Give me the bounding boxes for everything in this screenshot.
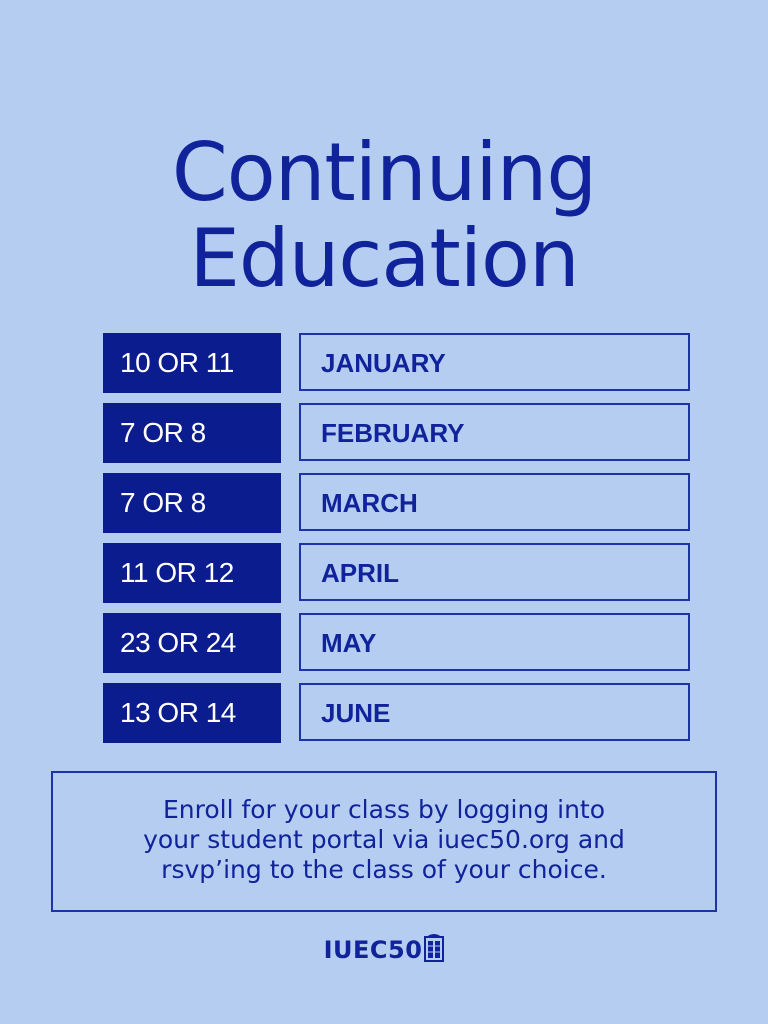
schedule-row-january (103, 333, 690, 393)
page-title (0, 126, 768, 305)
schedule-month: MARCH (299, 473, 690, 531)
schedule-row-may (103, 613, 690, 673)
schedule-month: JANUARY (299, 333, 690, 391)
enroll-line-3: rsvp’ing to the class of your choice. (161, 855, 607, 884)
enroll-instructions (51, 771, 717, 912)
schedule-month: MAY (299, 613, 690, 671)
iuec50-logo (0, 932, 768, 968)
schedule-row-june (103, 683, 690, 743)
schedule-month: APRIL (299, 543, 690, 601)
schedule-month: JUNE (299, 683, 690, 741)
schedule-month: FEBRUARY (299, 403, 690, 461)
schedule-days: 23 OR 24 (103, 613, 281, 673)
schedule-row-february (103, 403, 690, 463)
logo-text: IUEC50 (323, 936, 423, 964)
schedule-row-april (103, 543, 690, 603)
title-line-1: Continuing (171, 126, 597, 219)
schedule-days: 13 OR 14 (103, 683, 281, 743)
enroll-line-2: your student portal via iuec50.org and (143, 825, 625, 854)
schedule-row-march (103, 473, 690, 533)
enroll-line-1: Enroll for your class by logging into (162, 795, 606, 824)
elevator-icon (424, 934, 444, 962)
schedule-days: 7 OR 8 (103, 473, 281, 533)
schedule-days: 10 OR 11 (103, 333, 281, 393)
schedule-days: 7 OR 8 (103, 403, 281, 463)
title-line-2: Education (189, 212, 579, 305)
schedule-days: 11 OR 12 (103, 543, 281, 603)
schedule-list (103, 333, 690, 753)
